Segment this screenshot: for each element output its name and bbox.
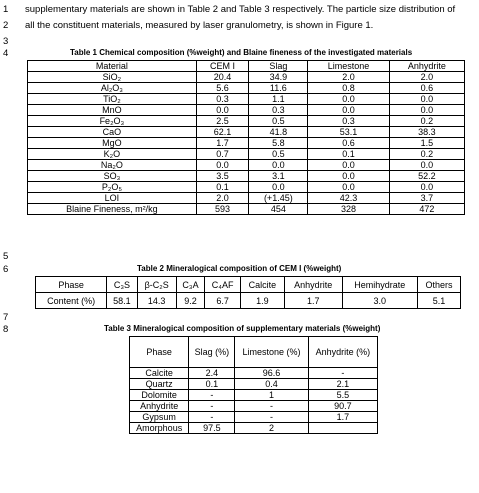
table-cell: 2	[235, 423, 308, 434]
column-header: Calcite	[241, 277, 285, 293]
column-header: Limestone	[308, 61, 389, 72]
row-label: P₂O₅	[28, 182, 197, 193]
column-header: Anhydrite	[284, 277, 342, 293]
column-header: Hemihydrate	[342, 277, 417, 293]
table-row	[130, 368, 378, 379]
table-cell: 0.0	[308, 94, 389, 105]
table-cell: 0.3	[308, 116, 389, 127]
column-header: C₄AF	[205, 277, 241, 293]
table-cell: 1.5	[389, 138, 464, 149]
row-label: LOI	[28, 193, 197, 204]
table-header-row	[130, 337, 378, 368]
table3-caption: Table 3 Mineralogical composition of supplementary materials (%weight)	[104, 324, 381, 333]
table3	[129, 336, 378, 434]
table-cell: 0.1	[189, 379, 235, 390]
column-header: Anhydrite	[389, 61, 464, 72]
table-row	[28, 138, 465, 149]
table-cell: 3.0	[342, 293, 417, 309]
column-header: C₃A	[176, 277, 204, 293]
table-row	[28, 94, 465, 105]
table-cell: 0.0	[249, 160, 308, 171]
table-cell: 0.2	[389, 116, 464, 127]
row-label: K₂O	[28, 149, 197, 160]
table-cell: 593	[196, 204, 248, 215]
table-cell: 0.6	[308, 138, 389, 149]
column-header: Limestone (%)	[235, 337, 308, 368]
table-cell: 1.7	[284, 293, 342, 309]
table-cell: 20.4	[196, 72, 248, 83]
table-cell	[308, 423, 377, 434]
table-row	[28, 127, 465, 138]
table-cell: 0.0	[196, 160, 248, 171]
table-cell: 0.0	[389, 94, 464, 105]
table-cell: 472	[389, 204, 464, 215]
table-header-row	[36, 277, 461, 293]
table-cell: 3.5	[196, 171, 248, 182]
table-cell: 0.3	[249, 105, 308, 116]
table-cell: 2.0	[196, 193, 248, 204]
table1	[27, 60, 465, 215]
table-cell: 38.3	[389, 127, 464, 138]
row-label: Content (%)	[36, 293, 107, 309]
table-cell: 11.6	[249, 83, 308, 94]
table-cell: 9.2	[176, 293, 204, 309]
table-row	[130, 401, 378, 412]
table-cell: 0.8	[308, 83, 389, 94]
table-cell: 454	[249, 204, 308, 215]
table-cell: 0.1	[196, 182, 248, 193]
table-cell: 52.2	[389, 171, 464, 182]
table-cell: 1	[235, 390, 308, 401]
table-cell: 0.4	[235, 379, 308, 390]
table-cell: 2.5	[196, 116, 248, 127]
paragraph-line: all the constituent materials, measured by laser granulometry, is shown in Figure 1.	[25, 20, 374, 31]
table-cell: 96.6	[235, 368, 308, 379]
column-header: Material	[28, 61, 197, 72]
column-header: C₃S	[107, 277, 137, 293]
table-cell: 5.5	[308, 390, 377, 401]
table-cell: 328	[308, 204, 389, 215]
line-number: 2	[3, 20, 9, 31]
table-cell: 0.0	[389, 105, 464, 116]
line-number: 3	[3, 36, 9, 47]
table-row	[28, 72, 465, 83]
table-cell: -	[235, 412, 308, 423]
table-cell: -	[235, 401, 308, 412]
table-cell: 0.3	[196, 94, 248, 105]
table-row	[28, 171, 465, 182]
table-cell: 2.1	[308, 379, 377, 390]
column-header: Slag (%)	[189, 337, 235, 368]
row-label: CaO	[28, 127, 197, 138]
row-label: Gypsum	[130, 412, 189, 423]
table-cell: 0.0	[308, 171, 389, 182]
table-row	[28, 116, 465, 127]
row-label: Al₂O₃	[28, 83, 197, 94]
column-header: CEM I	[196, 61, 248, 72]
table-cell: 0.0	[196, 105, 248, 116]
table2-caption: Table 2 Mineralogical composition of CEM I (%weight)	[137, 264, 342, 273]
row-label: Quartz	[130, 379, 189, 390]
row-label: SiO₂	[28, 72, 197, 83]
table-row	[130, 379, 378, 390]
table-row	[28, 105, 465, 116]
table1-caption: Table 1 Chemical composition (%weight) and Blaine fineness of the investigated materials	[70, 48, 413, 57]
table-cell: 41.8	[249, 127, 308, 138]
table-cell: 62.1	[196, 127, 248, 138]
table-cell: 0.0	[308, 160, 389, 171]
table-cell: (+1.45)	[249, 193, 308, 204]
column-header: Phase	[36, 277, 107, 293]
column-header: Anhydrite (%)	[308, 337, 377, 368]
table-cell: 1.7	[308, 412, 377, 423]
table-cell: 0.0	[389, 182, 464, 193]
line-number: 7	[3, 312, 9, 323]
line-number: 8	[3, 324, 9, 335]
line-number: 1	[3, 4, 9, 15]
table-cell: 2.0	[389, 72, 464, 83]
table-cell: -	[189, 401, 235, 412]
table-row	[28, 204, 465, 215]
row-label: Fe₂O₃	[28, 116, 197, 127]
table-cell: 0.5	[249, 116, 308, 127]
table-cell: -	[189, 412, 235, 423]
table-cell: 0.0	[389, 160, 464, 171]
row-label: MgO	[28, 138, 197, 149]
row-label: MnO	[28, 105, 197, 116]
table-cell: 3.1	[249, 171, 308, 182]
table-row	[28, 83, 465, 94]
row-label: Dolomite	[130, 390, 189, 401]
column-header: β-C₂S	[137, 277, 176, 293]
table-cell: 14.3	[137, 293, 176, 309]
table-row	[28, 193, 465, 204]
table-cell: 58.1	[107, 293, 137, 309]
table-header-row	[28, 61, 465, 72]
row-label: Anhydrite	[130, 401, 189, 412]
table-cell: 0.2	[389, 149, 464, 160]
table-cell: 0.0	[308, 182, 389, 193]
row-label: SO₃	[28, 171, 197, 182]
row-label: TiO₂	[28, 94, 197, 105]
table-row	[130, 423, 378, 434]
table-cell: 0.1	[308, 149, 389, 160]
table-cell: 5.8	[249, 138, 308, 149]
table-cell: 0.6	[389, 83, 464, 94]
table-row	[130, 390, 378, 401]
table-cell: 1.7	[196, 138, 248, 149]
column-header: Slag	[249, 61, 308, 72]
table-cell: 97.5	[189, 423, 235, 434]
table-cell: 0.0	[249, 182, 308, 193]
line-number: 6	[3, 264, 9, 275]
line-number: 5	[3, 251, 9, 262]
table-row	[36, 293, 461, 309]
table-row	[28, 160, 465, 171]
row-label: Na₂O	[28, 160, 197, 171]
row-label: Calcite	[130, 368, 189, 379]
table-cell: 2.4	[189, 368, 235, 379]
table-cell: 0.7	[196, 149, 248, 160]
table-row	[130, 412, 378, 423]
column-header: Others	[417, 277, 460, 293]
table-cell: -	[308, 368, 377, 379]
table-row	[28, 182, 465, 193]
table-cell: 1.9	[241, 293, 285, 309]
table-row	[28, 149, 465, 160]
paragraph-line: supplementary materials are shown in Table 2 and Table 3 respectively. The particle size distribution of	[25, 4, 456, 15]
table-cell: 6.7	[205, 293, 241, 309]
table-cell: -	[189, 390, 235, 401]
table-cell: 2.0	[308, 72, 389, 83]
table-cell: 90.7	[308, 401, 377, 412]
table-cell: 5.6	[196, 83, 248, 94]
table-cell: 34.9	[249, 72, 308, 83]
column-header: Phase	[130, 337, 189, 368]
table-cell: 3.7	[389, 193, 464, 204]
table-cell: 5.1	[417, 293, 460, 309]
table-cell: 42.3	[308, 193, 389, 204]
line-number: 4	[3, 48, 9, 59]
row-label: Amorphous	[130, 423, 189, 434]
table-cell: 0.5	[249, 149, 308, 160]
table-cell: 53.1	[308, 127, 389, 138]
table-cell: 0.0	[308, 105, 389, 116]
table-cell: 1.1	[249, 94, 308, 105]
row-label: Blaine Fineness, m²/kg	[28, 204, 197, 215]
table2	[35, 276, 461, 309]
